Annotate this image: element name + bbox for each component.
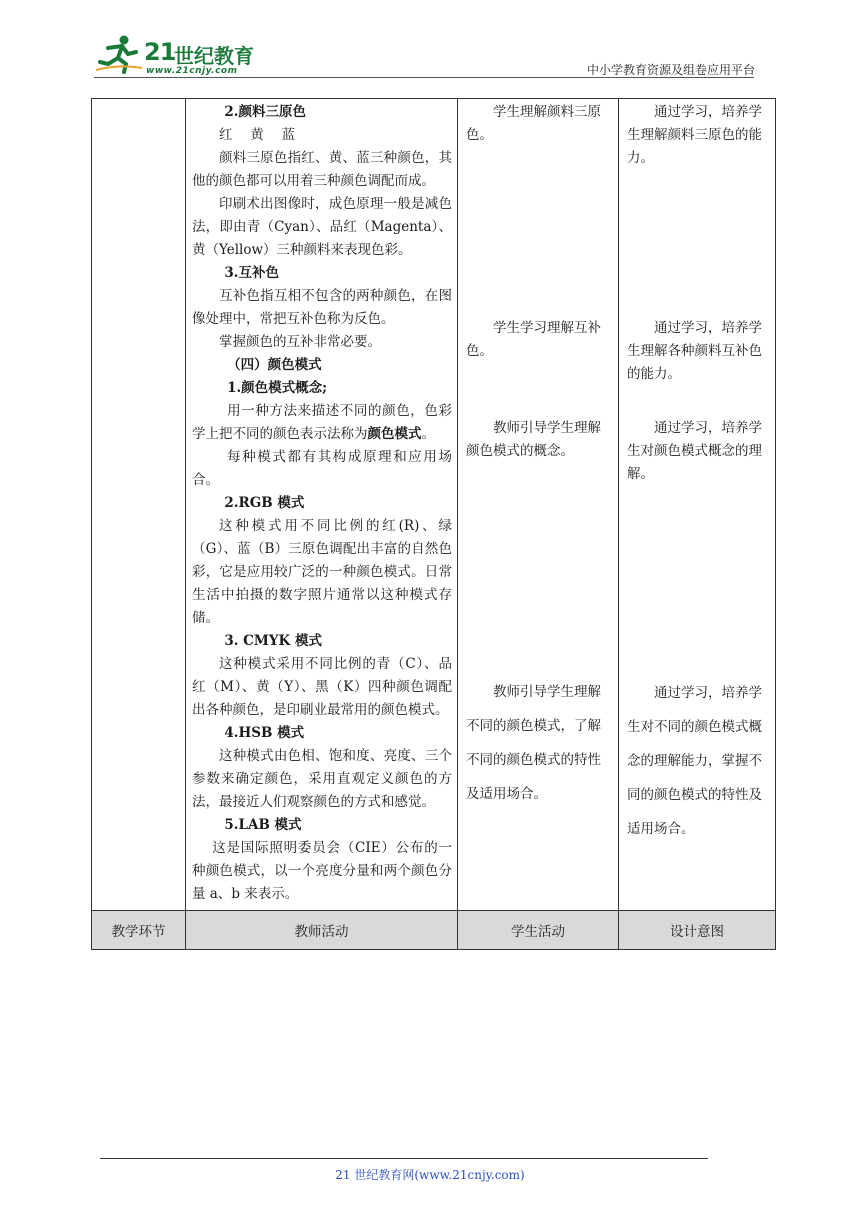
col-stage-label: 教学环节 bbox=[92, 911, 186, 950]
logo-title: 世纪教育 bbox=[174, 44, 254, 68]
paragraph: 这种模式用不同比例的红(R)、绿（G）、蓝（B）三原色调配出丰富的自然色彩，它是应用较广泛的一种颜色模式。日常生活中拍摄的数字照片通常以这种模式存储。 bbox=[192, 518, 452, 626]
footer-divider bbox=[100, 1158, 708, 1159]
col-intent-label: 设计意图 bbox=[619, 911, 776, 950]
logo-url: www.21cnjy.com bbox=[146, 66, 238, 76]
logo-number: 21 bbox=[144, 38, 176, 66]
section-heading: 5.LAB 模式 bbox=[224, 817, 302, 833]
section-heading: 1.颜色模式概念; bbox=[227, 380, 328, 396]
paragraph: 印刷术出图像时，成色原理一般是减色法，即由青（Cyan）、品红（Magenta）、黄（Yellow）三种颜料来表现色彩。 bbox=[192, 196, 452, 258]
primary-colors-line: 红 黄 蓝 bbox=[219, 127, 296, 143]
design-intent: 通过学习，培养学生理解各种颜料互补色的能力。 bbox=[627, 320, 762, 382]
runner-logo-icon bbox=[94, 34, 144, 74]
footer-link[interactable]: 21 世纪教育网(www.21cnjy.com) bbox=[335, 1168, 525, 1182]
paragraph: 这种模式由色相、饱和度、亮度、三个参数来确定颜色，采用直观定义颜色的方法，最接近人们观察颜色的方式和感觉。 bbox=[192, 748, 452, 810]
paragraph: 掌握颜色的互补非常必要。 bbox=[219, 334, 381, 350]
col-teacher-label: 教师活动 bbox=[186, 911, 458, 950]
lesson-table bbox=[91, 98, 776, 950]
design-intent-cell bbox=[619, 99, 776, 911]
student-activity-cell bbox=[458, 99, 619, 911]
platform-name: 中小学教育资源及组卷应用平台 bbox=[586, 63, 755, 77]
paragraph: 每种模式都有其构成原理和应用场合。 bbox=[192, 449, 452, 488]
column-header-row bbox=[92, 911, 776, 950]
paragraph: 互补色指互相不包含的两种颜色，在图像处理中，常把互补色称为反色。 bbox=[192, 288, 452, 327]
teacher-activity-cell bbox=[186, 99, 458, 911]
student-activity: 学生理解颜料三原色。 bbox=[466, 104, 601, 143]
spacer bbox=[466, 147, 613, 317]
spacer bbox=[627, 486, 770, 676]
spacer bbox=[627, 170, 770, 317]
design-intent: 通过学习，培养学生理解颜料三原色的能力。 bbox=[627, 104, 762, 166]
spacer bbox=[466, 363, 613, 417]
text-span: 。 bbox=[421, 426, 435, 442]
header-divider bbox=[94, 77, 754, 78]
page-header bbox=[0, 0, 860, 80]
col-student-label: 学生活动 bbox=[458, 911, 619, 950]
student-activity: 学生学习理解互补色。 bbox=[466, 320, 601, 359]
section-heading: （四）颜色模式 bbox=[227, 357, 322, 373]
section-heading: 2.RGB 模式 bbox=[224, 495, 305, 511]
site-logo[interactable] bbox=[94, 34, 264, 78]
section-heading: 3.互补色 bbox=[224, 265, 279, 281]
design-intent: 通过学习，培养学生对颜色模式概念的理解。 bbox=[627, 420, 762, 482]
spacer bbox=[466, 463, 613, 675]
content-row bbox=[92, 99, 776, 911]
section-heading: 4.HSB 模式 bbox=[224, 725, 305, 741]
student-activity: 教师引导学生理解不同的颜色模式，了解不同的颜色模式的特性及适用场合。 bbox=[466, 684, 601, 802]
paragraph bbox=[192, 400, 452, 446]
paragraph: 颜料三原色指红、黄、蓝三种颜色，其他的颜色都可以用着三种颜色调配而成。 bbox=[192, 150, 452, 189]
design-intent: 通过学习，培养学生对不同的颜色模式概念的理解能力，掌握不同的颜色模式的特性及适用场合。 bbox=[627, 685, 762, 837]
section-heading: 2.颜料三原色 bbox=[224, 104, 306, 120]
student-activity: 教师引导学生理解颜色模式的概念。 bbox=[466, 420, 601, 459]
bold-term: 颜色模式 bbox=[367, 426, 422, 442]
text-span: 用一种方法来描述不同的颜色，色彩学上把不同的颜色表示法称为 bbox=[192, 403, 452, 442]
paragraph: 这种模式采用不同比例的青（C）、品红（M）、黄（Y）、黑（K）四种颜色调配出各种颜色，是印刷业最常用的颜色模式。 bbox=[192, 656, 452, 718]
paragraph: 这是国际照明委员会（CIE）公布的一种颜色模式，以一个亮度分量和两个颜色分量 a、b 来表示。 bbox=[192, 840, 452, 902]
section-heading: 3. CMYK 模式 bbox=[224, 633, 322, 649]
stage-cell bbox=[92, 99, 186, 911]
spacer bbox=[627, 386, 770, 417]
